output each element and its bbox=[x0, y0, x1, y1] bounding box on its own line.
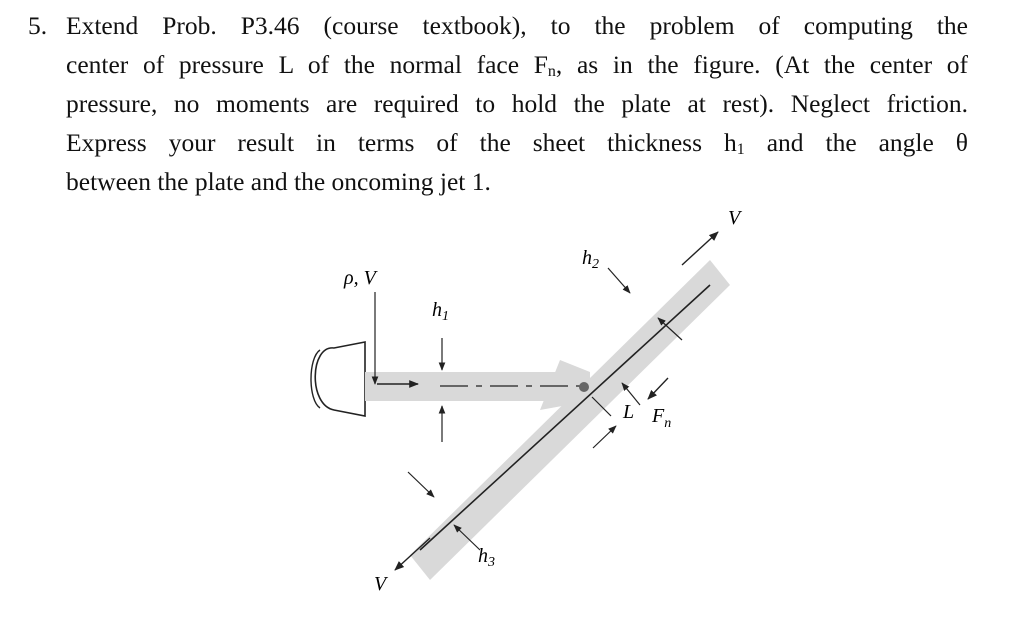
fn-arrow bbox=[648, 378, 668, 399]
problem-line-1 bbox=[28, 6, 968, 45]
problem-line-3 bbox=[28, 84, 968, 123]
problem-line-4-text-b: and the angle θ bbox=[744, 128, 968, 157]
problem-line-4-text-a: Express your result in terms of the sheet thickness h bbox=[66, 128, 737, 157]
problem-line-3-text: pressure, no moments are required to hold the plate at rest). Neglect friction. bbox=[66, 89, 968, 118]
jet-plate-figure bbox=[290, 200, 750, 610]
problem-line-4 bbox=[28, 123, 968, 162]
nozzle-shape bbox=[315, 342, 365, 416]
fn-subscript: n bbox=[547, 63, 556, 80]
label-h2: $h_2$ bbox=[582, 247, 599, 272]
label-rho-v: ρ, V bbox=[344, 267, 376, 289]
label-l: L bbox=[623, 401, 635, 423]
problem-line-5-text: between the plate and the oncoming jet 1. bbox=[66, 167, 491, 196]
velocity-arrow-up bbox=[682, 232, 718, 265]
problem-line-1-text: Extend Prob. P3.46 (course textbook), to the problem of computing the bbox=[66, 11, 968, 40]
label-v-bottom: V bbox=[374, 573, 387, 595]
diagonal-sheet bbox=[410, 260, 730, 580]
label-h3: $h_3$ bbox=[478, 545, 495, 570]
problem-line-2-text-b: , as in the figure. (At the center of bbox=[555, 50, 968, 79]
problem-line-2-text-a: center of pressure L of the normal face F bbox=[66, 50, 548, 79]
label-v-top: V bbox=[728, 207, 741, 229]
problem-line-2 bbox=[28, 45, 968, 84]
h2-arrow-outer bbox=[608, 268, 630, 293]
problem-number: 5. bbox=[28, 11, 48, 40]
label-fn: $F_n$ bbox=[652, 405, 672, 431]
problem-line-5 bbox=[28, 162, 968, 201]
stagnation-point bbox=[579, 382, 589, 392]
h3-arrow-outer bbox=[408, 472, 434, 497]
label-h1: $h_1$ bbox=[432, 299, 449, 324]
h1-subscript: 1 bbox=[736, 141, 745, 158]
problem-text bbox=[28, 6, 968, 201]
l-arrow-lower bbox=[593, 426, 616, 448]
